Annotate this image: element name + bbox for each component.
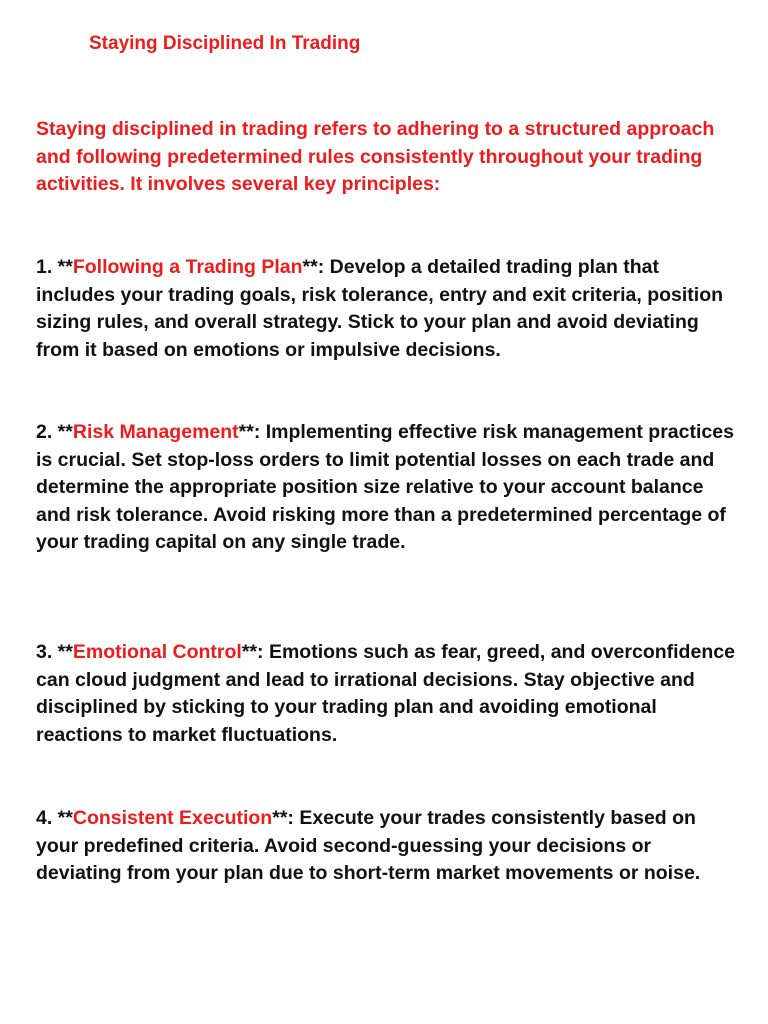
principle-3-heading: Emotional Control xyxy=(72,641,242,663)
intro-paragraph: Staying disciplined in trading refers to adhering to a structured approach and following predetermined rules consistently throughout your trading activities. It involves several key principles: xyxy=(36,118,715,195)
principle-1-prefix: 1. ** xyxy=(36,256,73,278)
principle-4-body: **: Execute your trades consistently based on your predefined criteria. Avoid second-guessing your decisions or deviating from your plan due to short-term market movements or noise. xyxy=(36,807,701,884)
principle-1-body: **: Develop a detailed trading plan that includes your trading goals, risk tolerance, entry and exit criteria, position sizing rules, and overall strategy. Stick to your plan and avoid deviating from it based on emotions or impulsive decisions. xyxy=(36,256,724,361)
principle-4-heading: Consistent Execution xyxy=(72,807,273,829)
principle-paragraph-3 xyxy=(36,639,736,749)
principle-paragraph-1 xyxy=(36,254,736,364)
principle-3-prefix: 3. ** xyxy=(36,641,73,663)
principle-2-body: **: Implementing effective risk management practices is crucial. Set stop-loss orders to limit potential losses on each trade and determine the appropriate position size relative to your account balance and risk tolerance. Avoid risking more than a predetermined percentage of your trading capital on any single trade. xyxy=(36,421,734,553)
document-title: Staying Disciplined In Trading xyxy=(89,33,361,54)
principle-paragraph-4 xyxy=(36,805,736,888)
principle-1-heading: Following a Trading Plan xyxy=(72,256,303,278)
principle-2-heading: Risk Management xyxy=(72,421,239,443)
principle-2-prefix: 2. ** xyxy=(36,421,73,443)
principle-3-body: **: Emotions such as fear, greed, and overconfidence can cloud judgment and lead to irrational decisions. Stay objective and disciplined by sticking to your trading plan and avoiding emotional reactions to market fluctuations. xyxy=(36,641,735,746)
principle-4-prefix: 4. ** xyxy=(36,807,73,829)
principle-paragraph-2 xyxy=(36,419,736,557)
